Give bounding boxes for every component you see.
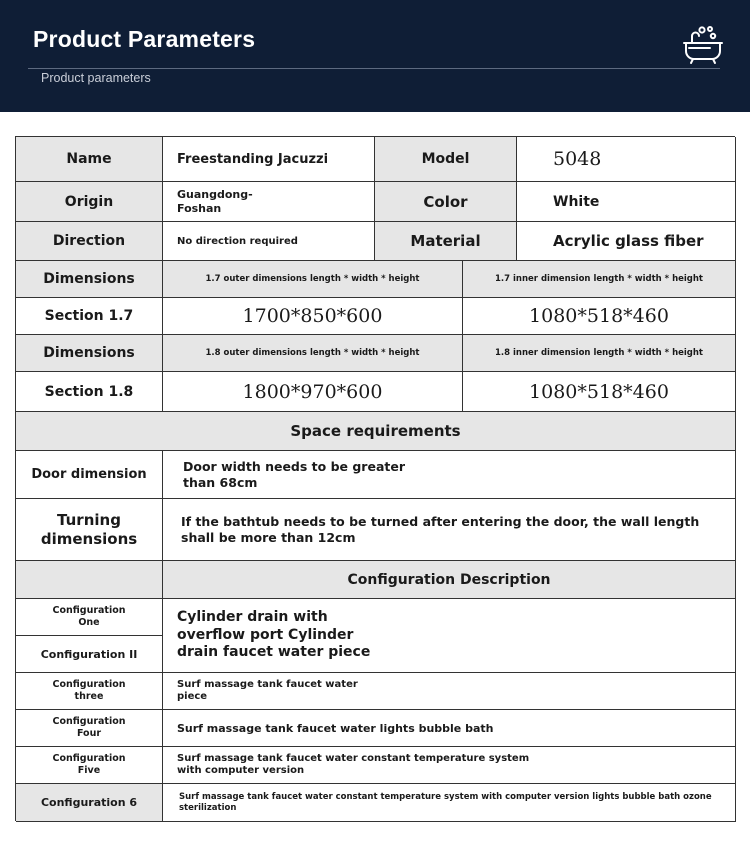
direction-value: No direction required: [163, 222, 375, 261]
outer-dimensions-header-1-8: 1.8 outer dimensions length * width * height: [163, 335, 463, 372]
direction-label: Direction: [16, 222, 163, 261]
space-requirements-heading: Space requirements: [16, 412, 736, 451]
section-1-8-label: Section 1.8: [16, 372, 163, 412]
color-label: Color: [375, 182, 517, 222]
turning-dimensions-label: Turning dimensions: [16, 499, 163, 561]
origin-value: Guangdong-Foshan: [163, 182, 375, 222]
turning-dimensions-value: If the bathtub needs to be turned after entering the door, the wall length shall be more than 12cm: [163, 499, 736, 561]
parameters-table: [15, 136, 735, 821]
name-label: Name: [16, 137, 163, 182]
section-1-7-outer-value: 1700*850*600: [163, 298, 463, 335]
model-label: Model: [375, 137, 517, 182]
origin-label: Origin: [16, 182, 163, 222]
inner-dimensions-header-1-8: 1.8 inner dimension length * width * height: [463, 335, 736, 372]
configuration-six-label: Configuration 6: [16, 784, 163, 822]
configuration-five-value: Surf massage tank faucet water constant temperature system with computer version: [163, 747, 736, 784]
section-1-7-label: Section 1.7: [16, 298, 163, 335]
dimensions-label-1-8: Dimensions: [16, 335, 163, 372]
configuration-two-label: Configuration II: [16, 636, 163, 673]
blank-cell: [16, 561, 163, 599]
configuration-four-label: Configuration Four: [16, 710, 163, 747]
configuration-six-value: Surf massage tank faucet water constant temperature system with computer version lights bubble bath ozone sterilization: [163, 784, 736, 822]
door-dimension-label: Door dimension: [16, 451, 163, 499]
material-value: Acrylic glass fiber: [517, 222, 736, 261]
section-1-8-inner-value: 1080*518*460: [463, 372, 736, 412]
header-banner: [0, 0, 750, 112]
configuration-three-value: Surf massage tank faucet water piece: [163, 673, 736, 710]
dimensions-label-1-7: Dimensions: [16, 261, 163, 298]
door-dimension-value: Door width needs to be greater than 68cm: [163, 451, 736, 499]
configuration-four-value: Surf massage tank faucet water lights bubble bath: [163, 710, 736, 747]
page-subtitle: Product parameters: [41, 71, 151, 85]
model-value: 5048: [517, 137, 736, 182]
outer-dimensions-header-1-7: 1.7 outer dimensions length * width * height: [163, 261, 463, 298]
color-value: White: [517, 182, 736, 222]
configuration-one-two-value: Cylinder drain with overflow port Cylinder drain faucet water piece: [163, 599, 736, 673]
configuration-three-label: Configuration three: [16, 673, 163, 710]
bathtub-icon: [682, 25, 724, 65]
name-value: Freestanding Jacuzzi: [163, 137, 375, 182]
page-title: Product Parameters: [33, 26, 256, 52]
header-divider: [28, 68, 720, 69]
configuration-five-label: Configuration Five: [16, 747, 163, 784]
configuration-description-heading: Configuration Description: [163, 561, 736, 599]
material-label: Material: [375, 222, 517, 261]
section-1-7-inner-value: 1080*518*460: [463, 298, 736, 335]
configuration-one-label: Configuration One: [16, 599, 163, 636]
section-1-8-outer-value: 1800*970*600: [163, 372, 463, 412]
inner-dimensions-header-1-7: 1.7 inner dimension length * width * height: [463, 261, 736, 298]
